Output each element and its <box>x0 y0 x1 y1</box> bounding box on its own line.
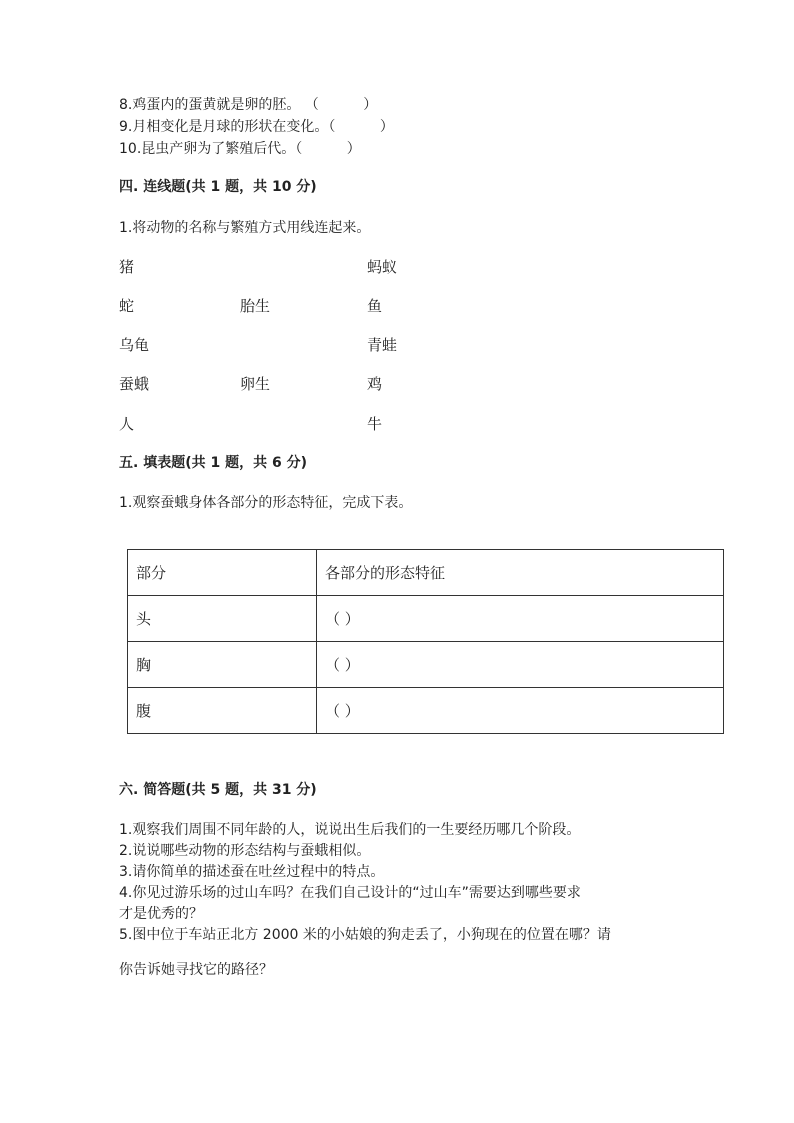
table-header-row <box>128 550 724 596</box>
short-answer-1: 1.观察我们周围不同年龄的人，说说出生后我们的一生要经历哪几个阶段。 <box>119 822 581 838</box>
section-5-heading: 五. 填表题(共 1 题，共 6 分) <box>119 455 307 471</box>
method-viviparous: 胎生 <box>240 297 271 315</box>
judgement-item-9: 9.月相变化是月球的形状在变化。（ ） <box>119 119 394 135</box>
animal-right-1: 蚂蚁 <box>367 258 398 276</box>
table-row <box>128 596 724 642</box>
short-answer-4-cont: 才是优秀的？ <box>119 906 203 922</box>
animal-right-5: 牛 <box>367 415 383 433</box>
animal-right-3: 青蛙 <box>367 336 398 354</box>
table-cell-answer[interactable]: （ ） <box>317 596 724 642</box>
table-cell-answer[interactable]: （ ） <box>317 642 724 688</box>
animal-left-4: 蚕蛾 <box>119 375 150 393</box>
section-5-question: 1.观察蚕蛾身体各部分的形态特征，完成下表。 <box>119 495 413 511</box>
short-answer-5: 5.图中位于车站正北方 2000 米的小姑娘的狗走丢了，小狗现在的位置在哪？请 <box>119 927 611 943</box>
silkmoth-feature-table <box>127 549 724 734</box>
table-header-part: 部分 <box>128 550 317 596</box>
table-cell-part: 胸 <box>128 642 317 688</box>
table-cell-answer[interactable]: （ ） <box>317 688 724 734</box>
section-4-heading: 四. 连线题(共 1 题，共 10 分) <box>119 179 317 195</box>
table-row <box>128 688 724 734</box>
animal-left-1: 猪 <box>119 258 135 276</box>
judgement-item-10: 10.昆虫产卵为了繁殖后代。（ ） <box>119 141 361 157</box>
judgement-item-8: 8.鸡蛋内的蛋黄就是卵的胚。 （ ） <box>119 97 378 113</box>
short-answer-2: 2.说说哪些动物的形态结构与蚕蛾相似。 <box>119 843 371 859</box>
short-answer-5-cont: 你告诉她寻找它的路径？ <box>119 962 273 978</box>
table-cell-part: 腹 <box>128 688 317 734</box>
animal-right-4: 鸡 <box>367 375 383 393</box>
animal-right-2: 鱼 <box>367 297 383 315</box>
section-6-heading: 六. 简答题(共 5 题，共 31 分) <box>119 782 317 798</box>
animal-left-5: 人 <box>119 415 135 433</box>
short-answer-4: 4.你见过游乐场的过山车吗？在我们自己设计的“过山车”需要达到哪些要求 <box>119 885 581 901</box>
section-4-question: 1.将动物的名称与繁殖方式用线连起来。 <box>119 220 371 236</box>
table-row <box>128 642 724 688</box>
animal-left-2: 蛇 <box>119 297 135 315</box>
method-oviparous: 卵生 <box>240 375 271 393</box>
table-header-feature: 各部分的形态特征 <box>317 550 724 596</box>
short-answer-3: 3.请你简单的描述蚕在吐丝过程中的特点。 <box>119 864 385 880</box>
table-cell-part: 头 <box>128 596 317 642</box>
animal-left-3: 乌龟 <box>119 336 150 354</box>
